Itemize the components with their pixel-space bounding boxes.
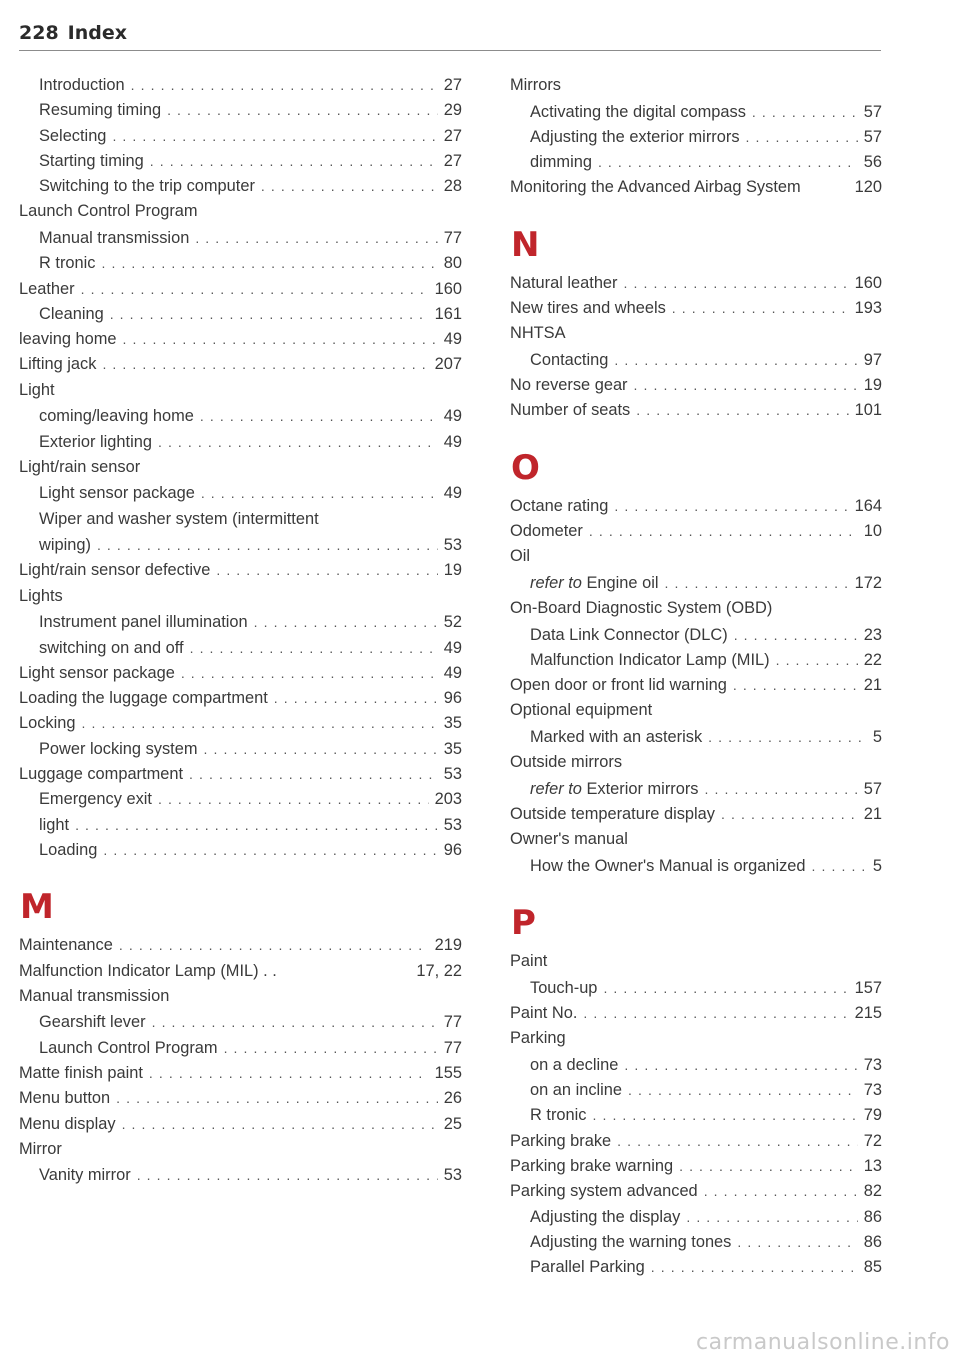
index-subentry <box>510 574 882 599</box>
entry-term: dimming <box>530 153 592 172</box>
dot-leader <box>624 275 849 291</box>
index-entry <box>19 561 462 586</box>
entry-term: Instrument panel illumination <box>39 613 248 632</box>
entry-term: wiping) <box>39 536 91 555</box>
index-entry <box>19 355 462 380</box>
dot-leader <box>110 306 429 322</box>
page-reference: 85 <box>863 1258 882 1277</box>
index-entry <box>19 936 462 961</box>
index-subentry <box>19 536 462 561</box>
watermark: carmanualsonline.info <box>696 1330 950 1355</box>
page-reference: 53 <box>443 815 462 834</box>
index-heading: Paint <box>510 952 548 971</box>
index-entry <box>19 1115 462 1140</box>
index-heading: Parking <box>510 1029 566 1048</box>
dot-leader <box>614 352 857 368</box>
index-subentry <box>510 1208 882 1233</box>
dot-leader <box>103 842 437 858</box>
entry-term-text: Exterior mirrors <box>586 779 699 798</box>
page-reference: 57 <box>863 779 882 798</box>
index-entry <box>19 330 462 355</box>
index-column-left <box>19 76 462 1192</box>
index-subentry <box>19 127 462 152</box>
index-letter-heading: P <box>511 903 536 944</box>
index-heading: Manual transmission <box>19 986 170 1005</box>
dot-leader <box>82 715 438 731</box>
page-reference: 57 <box>863 127 882 146</box>
dot-leader <box>254 614 438 630</box>
page-reference: 77 <box>443 228 462 247</box>
entry-term: Locking <box>19 714 76 733</box>
page-reference: 35 <box>443 739 462 758</box>
entry-term: Menu display <box>19 1114 116 1133</box>
index-entry <box>510 805 882 830</box>
entry-term: Cleaning <box>39 304 104 323</box>
index-subentry <box>19 790 462 815</box>
index-subentry <box>510 1081 882 1106</box>
page-reference: 21 <box>863 805 882 824</box>
header-divider <box>19 50 881 51</box>
index-entry <box>510 274 882 299</box>
index-subentry <box>19 613 462 638</box>
index-entry <box>510 401 882 426</box>
entry-term: Paint No. <box>510 1003 578 1022</box>
dot-leader <box>119 937 429 953</box>
index-subentry <box>19 407 462 432</box>
page-reference: 77 <box>443 1038 462 1057</box>
entry-term: Matte finish paint <box>19 1063 143 1082</box>
index-entry <box>510 299 882 324</box>
page-reference: 27 <box>443 151 462 170</box>
index-subentry <box>19 305 462 330</box>
page-header <box>19 22 127 44</box>
entry-term: switching on and off <box>39 638 184 657</box>
index-subentry <box>510 153 882 178</box>
dot-leader <box>75 817 438 833</box>
dot-leader <box>624 1057 857 1073</box>
page-reference: 80 <box>443 254 462 273</box>
dot-leader <box>102 356 428 372</box>
page-reference: 157 <box>854 978 882 997</box>
entry-term: Gearshift lever <box>39 1013 146 1032</box>
page-reference: 49 <box>443 638 462 657</box>
page-reference: 53 <box>443 1166 462 1185</box>
dot-leader <box>152 1014 438 1030</box>
index-subentry <box>19 1013 462 1038</box>
dot-leader <box>776 652 858 668</box>
dot-leader <box>617 1133 858 1149</box>
dot-leader <box>592 1107 857 1123</box>
page-reference: 53 <box>443 765 462 784</box>
page-reference: 27 <box>443 76 462 94</box>
page-reference: 164 <box>854 496 882 515</box>
entry-term: light <box>39 815 70 834</box>
index-entry <box>19 962 462 987</box>
page-reference: 101 <box>854 401 882 420</box>
index-subentry <box>19 229 462 254</box>
dot-leader <box>708 729 867 745</box>
dot-leader <box>224 1040 438 1056</box>
page-reference: 56 <box>863 153 882 172</box>
page-reference: 73 <box>863 1055 882 1074</box>
page-reference: 19 <box>863 376 882 395</box>
index-subentry <box>19 76 462 101</box>
entry-term: Monitoring the Advanced Airbag System <box>510 178 801 197</box>
index-subentry <box>510 857 882 882</box>
index-subentry <box>510 979 882 1004</box>
index-heading: Oil <box>510 547 531 566</box>
dot-leader <box>81 281 429 297</box>
dot-leader <box>216 562 437 578</box>
index-entry <box>510 1182 882 1207</box>
entry-term: Number of seats <box>510 401 631 420</box>
page-reference: 120 <box>854 178 882 197</box>
dot-leader <box>721 806 858 822</box>
dot-leader <box>261 178 438 194</box>
dot-leader <box>636 402 848 418</box>
index-subentry <box>19 841 462 866</box>
entry-term: Selecting <box>39 126 107 145</box>
dot-leader <box>195 230 437 246</box>
dot-leader <box>746 129 858 145</box>
index-subentry <box>510 1056 882 1081</box>
entry-term: Parking brake warning <box>510 1156 674 1175</box>
dot-leader <box>204 741 438 757</box>
index-letter-heading: O <box>511 447 540 488</box>
index-heading: Lights <box>19 586 63 605</box>
index-heading: Wiper and washer system (intermittent <box>39 509 319 528</box>
dot-leader <box>131 77 438 93</box>
index-subentry <box>19 433 462 458</box>
entry-term <box>530 574 659 593</box>
entry-term: Adjusting the display <box>530 1207 681 1226</box>
index-subentry <box>19 177 462 202</box>
page-reference: 49 <box>443 432 462 451</box>
dot-leader <box>189 766 438 782</box>
page-reference: 215 <box>854 1003 882 1022</box>
dot-leader <box>201 485 438 501</box>
index-entry <box>19 765 462 790</box>
index-subentry <box>510 1233 882 1258</box>
dot-leader <box>150 153 438 169</box>
page-reference: 155 <box>434 1063 462 1082</box>
index-subentry <box>19 740 462 765</box>
page-reference: 29 <box>443 101 462 120</box>
dot-leader <box>686 1209 857 1225</box>
entry-term-text: Engine oil <box>586 573 659 592</box>
entry-term: How the Owner's Manual is organized <box>530 856 806 875</box>
entry-term: Maintenance <box>19 936 113 955</box>
dot-leader <box>704 1183 858 1199</box>
index-letter-heading: M <box>20 887 54 928</box>
index-entry <box>510 1157 882 1182</box>
index-subentry <box>19 1039 462 1064</box>
page-reference: 13 <box>863 1156 882 1175</box>
entry-term: Parking brake <box>510 1131 612 1150</box>
index-subentry <box>510 351 882 376</box>
index-heading: Launch Control Program <box>19 202 198 221</box>
entry-term: No reverse gear <box>510 376 628 395</box>
dot-leader <box>583 1005 848 1021</box>
index-column-right <box>510 76 882 1283</box>
page-reference: 5 <box>872 727 882 746</box>
index-entry <box>19 1089 462 1114</box>
page-reference: 86 <box>863 1207 882 1226</box>
entry-term: Malfunction Indicator Lamp (MIL) . . <box>19 961 277 980</box>
dot-leader <box>116 1090 438 1106</box>
dot-leader <box>679 1158 858 1174</box>
page-reference: 49 <box>443 407 462 426</box>
index-subentry <box>19 639 462 664</box>
index-subentry <box>510 626 882 651</box>
page-reference: 96 <box>443 689 462 708</box>
dot-leader <box>274 690 438 706</box>
page-reference: 193 <box>854 298 882 317</box>
index-subentry <box>19 484 462 509</box>
index-subentry <box>19 816 462 841</box>
entry-term: Launch Control Program <box>39 1038 218 1057</box>
dot-leader <box>628 1082 858 1098</box>
entry-term: Starting timing <box>39 151 144 170</box>
index-subentry <box>510 780 882 805</box>
entry-term: Leather <box>19 279 75 298</box>
index-entry <box>19 714 462 739</box>
dot-leader <box>200 408 438 424</box>
entry-term: Luggage compartment <box>19 765 184 784</box>
dot-leader <box>123 331 438 347</box>
entry-term: Light sensor package <box>19 663 175 682</box>
index-heading: Optional equipment <box>510 701 653 720</box>
index-heading: On-Board Diagnostic System (OBD) <box>510 599 773 618</box>
dot-leader <box>634 377 858 393</box>
dot-leader <box>734 627 858 643</box>
entry-term: Open door or front lid warning <box>510 676 727 695</box>
entry-term: Octane rating <box>510 496 609 515</box>
dot-leader <box>97 537 438 553</box>
dot-leader <box>651 1259 858 1275</box>
page-reference: 86 <box>863 1232 882 1251</box>
index-entry <box>510 1004 882 1029</box>
entry-term: Marked with an asterisk <box>530 727 703 746</box>
index-entry <box>510 178 882 203</box>
entry-term: Resuming timing <box>39 101 162 120</box>
index-subentry <box>19 152 462 177</box>
page-number: 228 <box>19 22 59 44</box>
dot-leader <box>665 575 849 591</box>
entry-term: Outside temperature display <box>510 805 715 824</box>
page-reference: 77 <box>443 1013 462 1032</box>
dot-leader <box>112 128 437 144</box>
entry-term: Power locking system <box>39 739 198 758</box>
page-reference: 17, 22 <box>416 961 462 980</box>
index-entry <box>510 676 882 701</box>
cross-reference-label: refer to <box>530 779 582 798</box>
entry-term: Emergency exit <box>39 790 152 809</box>
dot-leader <box>733 677 858 693</box>
index-heading: Light <box>19 380 55 399</box>
index-subentry <box>19 254 462 279</box>
page-reference: 21 <box>863 676 882 695</box>
entry-term: Vanity mirror <box>39 1166 131 1185</box>
entry-term: Data Link Connector (DLC) <box>530 625 728 644</box>
index-subentry <box>19 1166 462 1191</box>
entry-term: Malfunction Indicator Lamp (MIL) <box>530 650 770 669</box>
dot-leader <box>812 858 867 874</box>
page-reference: 28 <box>443 177 462 196</box>
dot-leader <box>167 102 438 118</box>
dot-leader <box>752 104 858 120</box>
entry-term: Manual transmission <box>39 228 190 247</box>
entry-term: Natural leather <box>510 273 618 292</box>
index-subentry <box>510 651 882 676</box>
entry-term: leaving home <box>19 330 117 349</box>
index-entry <box>510 522 882 547</box>
entry-term: Loading the luggage compartment <box>19 689 268 708</box>
dot-leader <box>589 523 858 539</box>
entry-term: coming/leaving home <box>39 407 194 426</box>
page-reference: 82 <box>863 1182 882 1201</box>
index-entry <box>19 280 462 305</box>
entry-term: Adjusting the exterior mirrors <box>530 127 740 146</box>
entry-term: R tronic <box>39 254 96 273</box>
page-reference: 27 <box>443 126 462 145</box>
entry-term: Exterior lighting <box>39 432 152 451</box>
page-reference: 96 <box>443 840 462 859</box>
page-reference: 49 <box>443 663 462 682</box>
page-reference: 52 <box>443 613 462 632</box>
entry-term: on an incline <box>530 1081 623 1100</box>
dot-leader <box>598 154 858 170</box>
page-reference: 22 <box>863 650 882 669</box>
section-title: Index <box>67 22 128 44</box>
dot-leader <box>672 300 849 316</box>
dot-leader <box>603 980 848 996</box>
dot-leader <box>737 1234 857 1250</box>
entry-term: Switching to the trip computer <box>39 177 255 196</box>
page-reference: 97 <box>863 350 882 369</box>
page-reference: 72 <box>863 1131 882 1150</box>
index-letter-heading: N <box>511 224 540 265</box>
entry-term: Introduction <box>39 76 125 94</box>
page-reference: 160 <box>434 279 462 298</box>
index-subentry <box>510 128 882 153</box>
page-reference: 207 <box>434 355 462 374</box>
page-reference: 10 <box>863 521 882 540</box>
dot-leader <box>614 498 848 514</box>
index-entry <box>510 497 882 522</box>
entry-term: Activating the digital compass <box>530 102 746 121</box>
page-reference: 160 <box>854 273 882 292</box>
page-reference: 53 <box>443 536 462 555</box>
page-reference: 26 <box>443 1089 462 1108</box>
dot-leader <box>181 665 438 681</box>
index-subentry <box>510 728 882 753</box>
entry-term: Loading <box>39 840 98 859</box>
entry-term: Parking system advanced <box>510 1182 698 1201</box>
entry-term: Adjusting the warning tones <box>530 1232 732 1251</box>
dot-leader <box>137 1167 438 1183</box>
page-reference: 49 <box>443 484 462 503</box>
entry-term: Light/rain sensor defective <box>19 561 211 580</box>
page-reference: 172 <box>854 573 882 592</box>
index-subentry <box>510 103 882 128</box>
index-heading: Light/rain sensor <box>19 457 141 476</box>
entry-term: on a decline <box>530 1055 619 1074</box>
index-heading: Mirrors <box>510 76 561 94</box>
page-reference: 19 <box>443 561 462 580</box>
index-heading: Owner's manual <box>510 830 628 849</box>
index-entry <box>19 689 462 714</box>
entry-term: Contacting <box>530 350 609 369</box>
dot-leader <box>190 640 438 656</box>
page-reference: 161 <box>434 304 462 323</box>
page-reference: 25 <box>443 1114 462 1133</box>
dot-leader <box>122 1116 438 1132</box>
entry-term: R tronic <box>530 1106 587 1125</box>
page-reference: 219 <box>434 936 462 955</box>
entry-term: New tires and wheels <box>510 298 666 317</box>
entry-term: Menu button <box>19 1089 111 1108</box>
index-entry <box>510 376 882 401</box>
dot-leader <box>101 255 437 271</box>
page-reference: 5 <box>872 856 882 875</box>
page-reference: 203 <box>434 790 462 809</box>
index-heading: Mirror <box>19 1139 62 1158</box>
page-reference: 23 <box>863 625 882 644</box>
dot-leader <box>149 1065 429 1081</box>
index-entry <box>19 1064 462 1089</box>
page-reference: 73 <box>863 1081 882 1100</box>
entry-term <box>530 780 699 799</box>
index-heading: Outside mirrors <box>510 753 623 772</box>
page-reference: 35 <box>443 714 462 733</box>
index-subentry <box>510 1258 882 1283</box>
entry-term: Lifting jack <box>19 355 97 374</box>
index-entry <box>19 664 462 689</box>
cross-reference-label: refer to <box>530 573 582 592</box>
entry-term: Odometer <box>510 521 583 540</box>
index-subentry <box>510 1106 882 1131</box>
entry-term: Parallel Parking <box>530 1258 645 1277</box>
index-heading: NHTSA <box>510 324 566 343</box>
page-reference: 49 <box>443 330 462 349</box>
entry-term: Touch-up <box>530 978 598 997</box>
index-subentry <box>19 101 462 126</box>
dot-leader <box>158 434 438 450</box>
index-entry <box>510 1132 882 1157</box>
page-reference: 79 <box>863 1106 882 1125</box>
dot-leader <box>705 781 858 797</box>
entry-term: Light sensor package <box>39 484 195 503</box>
page-reference: 57 <box>863 102 882 121</box>
dot-leader <box>158 791 429 807</box>
